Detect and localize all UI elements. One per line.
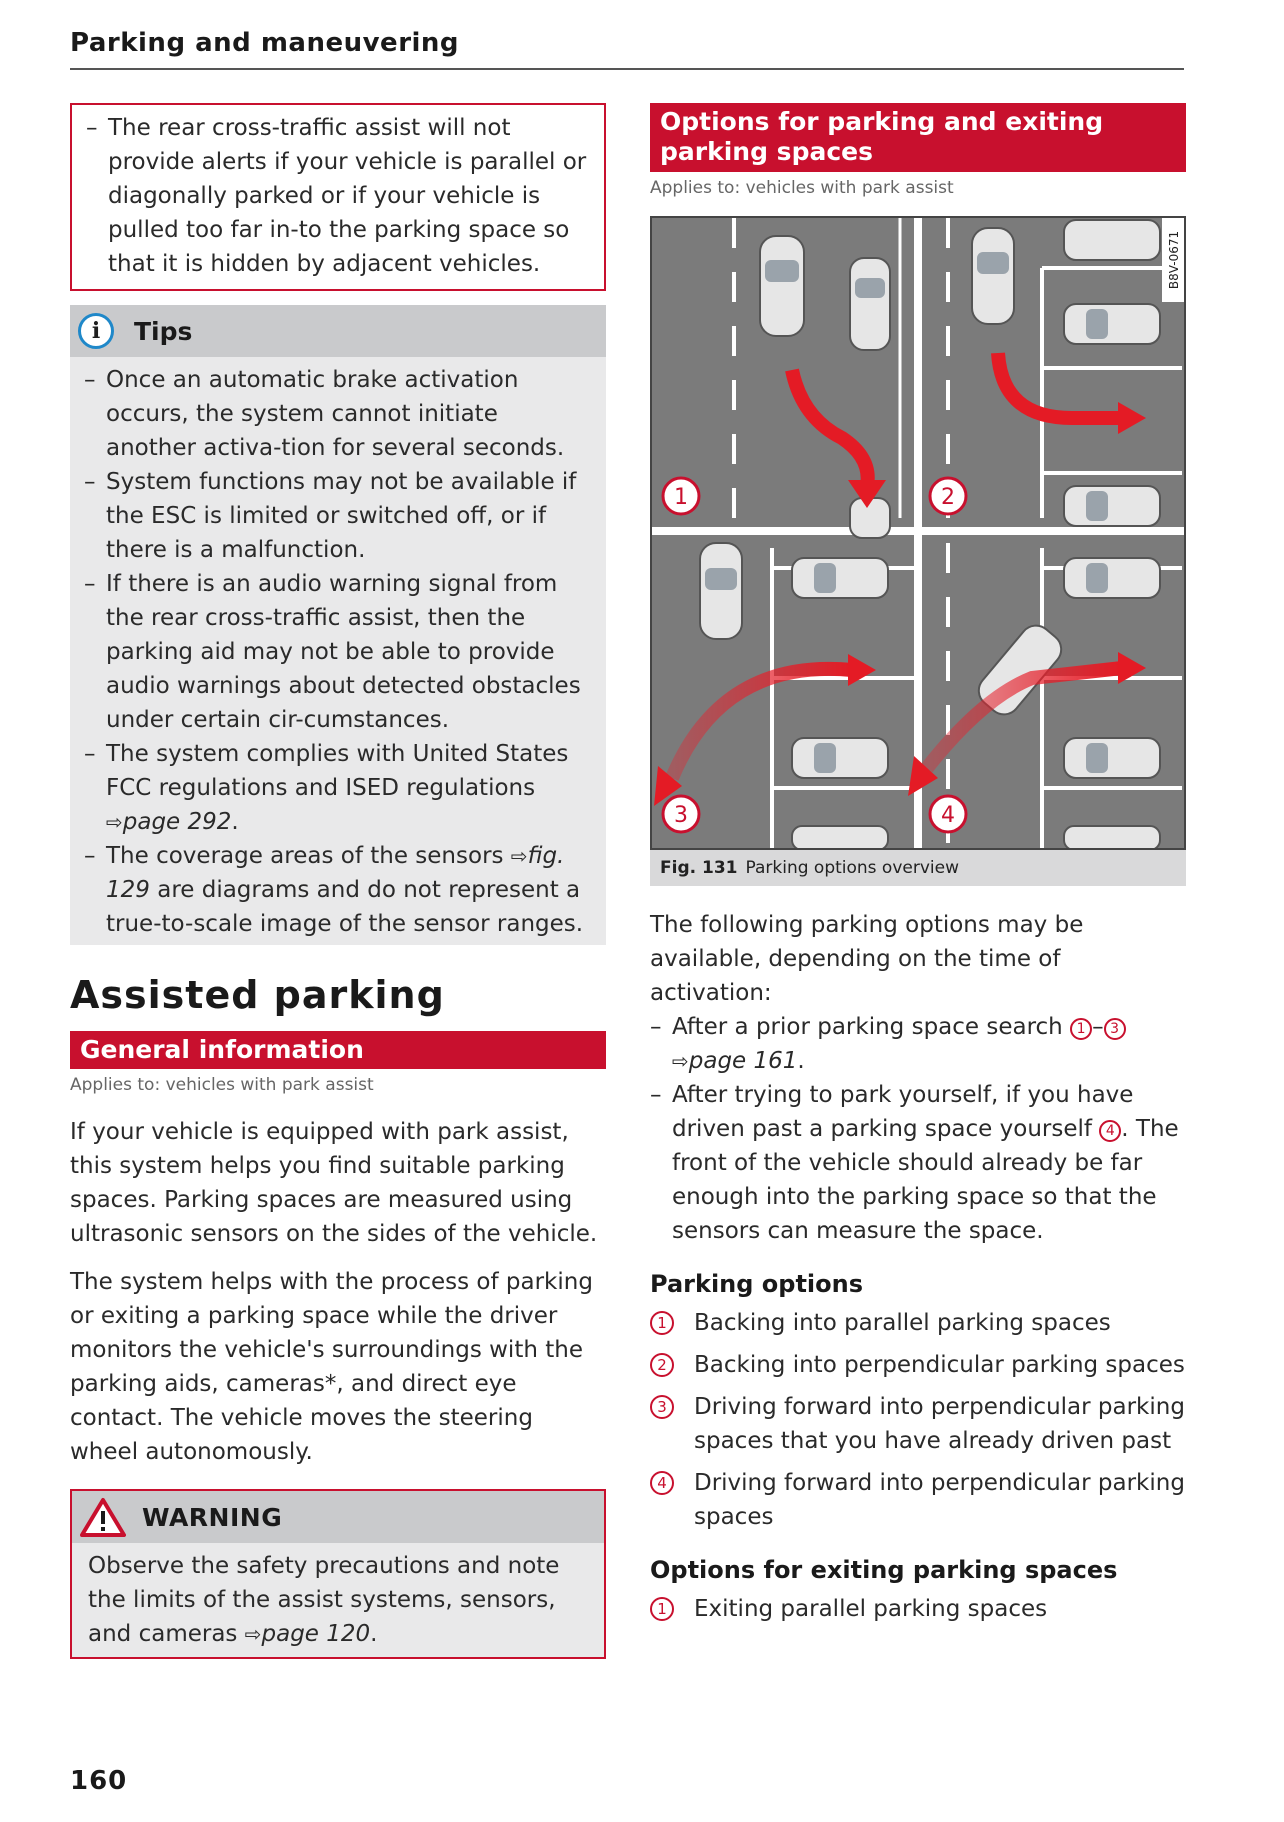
number-marker: 1 <box>650 1311 674 1335</box>
tips-item-text <box>106 839 594 941</box>
number-marker: 4 <box>650 1471 674 1495</box>
figure-code: B8V-0671 <box>1167 230 1181 290</box>
car-icon <box>1064 220 1160 260</box>
bullet-dash: – <box>84 469 96 495</box>
car-icon <box>792 826 888 848</box>
rcta-note-item <box>86 111 594 281</box>
tips-header <box>70 305 606 357</box>
tips-item-text-part: The coverage areas of the sensors <box>106 843 504 869</box>
tips-box <box>70 305 606 945</box>
exiting-options-list <box>650 1592 1186 1626</box>
figure-caption-text: Parking options overview <box>745 858 959 878</box>
applies-to-note: Applies to: vehicles with park assist <box>650 178 954 198</box>
number-marker: 2 <box>650 1353 674 1377</box>
warning-title: WARNING <box>142 1502 283 1532</box>
bullet-dash: – <box>84 571 96 597</box>
list-item-text-part: After trying to park yourself, if you have driven past a parking space yourself <box>672 1082 1134 1142</box>
tips-item-text: System functions may not be available if the ESC is limited or switched off, or if there is a malfunction. <box>106 469 577 563</box>
tips-body <box>70 357 606 945</box>
car-icon <box>1064 558 1160 598</box>
info-icon: i <box>78 313 114 349</box>
list-item-text <box>672 1010 1186 1078</box>
tips-item-suffix: . <box>231 809 239 835</box>
subsection-bar: Options for parking and exiting parking spaces <box>650 103 1186 172</box>
car-icon <box>1064 738 1160 778</box>
xref-arrow-icon: ⇨ <box>510 844 528 868</box>
tips-item <box>84 465 594 567</box>
bullet-dash: – <box>84 367 96 393</box>
parking-option-text: Driving forward into perpendicular parking spaces <box>694 1470 1185 1530</box>
tips-item-text-part: The system complies with United States FCC regulations and ISED regulations <box>106 741 569 801</box>
page-reference-link[interactable]: page 161 <box>688 1048 798 1074</box>
tips-item <box>84 363 594 465</box>
list-item-text-part: . The front of the vehicle should already be far enough into the parking space so that the sensors can measure the space. <box>672 1116 1179 1244</box>
car-icon <box>700 543 742 639</box>
marker-label: 2 <box>941 485 955 510</box>
right-column <box>650 103 1186 1626</box>
parking-option-text: Backing into parallel parking spaces <box>694 1310 1111 1336</box>
inline-number-marker: 3 <box>1104 1018 1126 1040</box>
tips-item-text: Once an automatic brake activation occurs, the system cannot initiate another activa-tion for several seconds. <box>106 367 565 461</box>
marker-label: 3 <box>674 803 688 828</box>
tips-item-text <box>106 737 594 839</box>
figure-caption <box>650 850 1186 886</box>
rcta-note-box <box>70 103 606 291</box>
tips-item-text-part: are diagrams and do not represent a true-to-scale image of the sensor ranges. <box>106 877 584 937</box>
parking-options-heading: Parking options <box>650 1270 864 1298</box>
list-item <box>650 1078 1186 1248</box>
car-icon <box>792 738 888 778</box>
section-heading: Assisted parking <box>70 973 445 1017</box>
list-item-suffix: . <box>797 1048 805 1074</box>
tips-item <box>84 737 594 839</box>
exiting-option-item <box>650 1592 1186 1626</box>
car-icon <box>850 258 890 350</box>
parking-option-item <box>650 1466 1186 1534</box>
bullet-dash: – <box>84 741 96 767</box>
range-separator: – <box>1092 1014 1104 1040</box>
parking-option-text: Backing into perpendicular parking spaces <box>694 1352 1185 1378</box>
car-icon <box>850 498 890 538</box>
xref-arrow-icon: ⇨ <box>106 810 123 834</box>
tips-title: Tips <box>134 316 193 346</box>
bullet-dash: – <box>650 1082 662 1108</box>
car-icon <box>1064 826 1160 848</box>
paragraph: The following parking options may be available, depending on the time of activation: <box>650 912 1084 1006</box>
page-number: 160 <box>70 1766 128 1796</box>
bullet-dash: – <box>86 115 98 141</box>
figure <box>650 216 1186 886</box>
figure-label: Fig. 131 <box>660 858 738 878</box>
car-icon <box>972 228 1014 324</box>
marker-label: 4 <box>941 803 955 828</box>
parking-option-text: Driving forward into perpendicular parking spaces that you have already driven past <box>694 1394 1185 1454</box>
left-column <box>70 103 606 1659</box>
parking-options-illustration <box>650 216 1186 850</box>
page-reference-link[interactable]: page 292 <box>122 809 232 835</box>
exiting-option-text: Exiting parallel parking spaces <box>694 1596 1048 1622</box>
figure-reference-link[interactable]: fig. 129 <box>106 843 565 903</box>
inline-number-marker: 1 <box>1070 1018 1092 1040</box>
list-item-text <box>672 1078 1186 1248</box>
rcta-note-text: The rear cross-traffic assist will not provide alerts if your vehicle is parallel or diagonally parked or if your vehicle is pulled too far in-to the parking space so that it is hidden by adjacent vehicles. <box>108 115 587 277</box>
number-marker: 1 <box>650 1597 674 1621</box>
parking-option-item <box>650 1390 1186 1458</box>
quadrant-divider <box>914 218 922 848</box>
parking-option-item <box>650 1348 1186 1382</box>
paragraph: The system helps with the process of parking or exiting a parking space while the driver monitors the vehicle's surroundings with the parking aids, cameras*, and direct eye contact. The vehicle moves the steering wheel autonomously. <box>70 1269 593 1465</box>
inline-number-marker: 4 <box>1099 1120 1121 1142</box>
warning-box <box>70 1489 606 1659</box>
tips-item <box>84 839 594 941</box>
warning-suffix: . <box>370 1621 378 1647</box>
car-icon <box>1064 304 1160 344</box>
warning-text: Observe the safety precautions and note the limits of the assist systems, sensors, and cameras <box>88 1553 560 1647</box>
list-item <box>650 1010 1186 1078</box>
tips-item-text: If there is an audio warning signal from the rear cross-traffic assist, then the parking aid may not be able to provide audio warnings about detected obstacles under certain cir-cumstances. <box>106 571 581 733</box>
xref-arrow-icon: ⇨ <box>672 1049 689 1073</box>
exiting-options-heading: Options for exiting parking spaces <box>650 1556 1118 1584</box>
paragraph: If your vehicle is equipped with park assist, this system helps you find suitable parking spaces. Parking spaces are measured using ultrasonic sensors on the sides of the vehicle. <box>70 1119 598 1247</box>
subsection-bar: General information <box>70 1031 606 1069</box>
parking-diagram-svg <box>652 218 1184 848</box>
car-icon <box>1064 486 1160 526</box>
parking-options-list <box>650 1306 1186 1534</box>
parking-option-item <box>650 1306 1186 1340</box>
page-reference-link[interactable]: page 120 <box>261 1621 371 1647</box>
marker-label: 1 <box>674 485 688 510</box>
bullet-dash: – <box>84 843 96 869</box>
number-marker: 3 <box>650 1395 674 1419</box>
warning-triangle-icon <box>80 1497 126 1537</box>
applies-to-note: Applies to: vehicles with park assist <box>70 1075 374 1095</box>
list-item-text-part: After a prior parking space search <box>672 1014 1063 1040</box>
tips-item <box>84 567 594 737</box>
car-icon <box>760 236 804 336</box>
car-icon <box>792 558 888 598</box>
warning-body <box>72 1543 604 1657</box>
header-divider <box>70 68 1184 70</box>
bullet-dash: – <box>650 1014 662 1040</box>
xref-arrow-icon: ⇨ <box>244 1622 262 1646</box>
warning-header <box>72 1491 604 1543</box>
running-header: Parking and maneuvering <box>70 28 460 58</box>
